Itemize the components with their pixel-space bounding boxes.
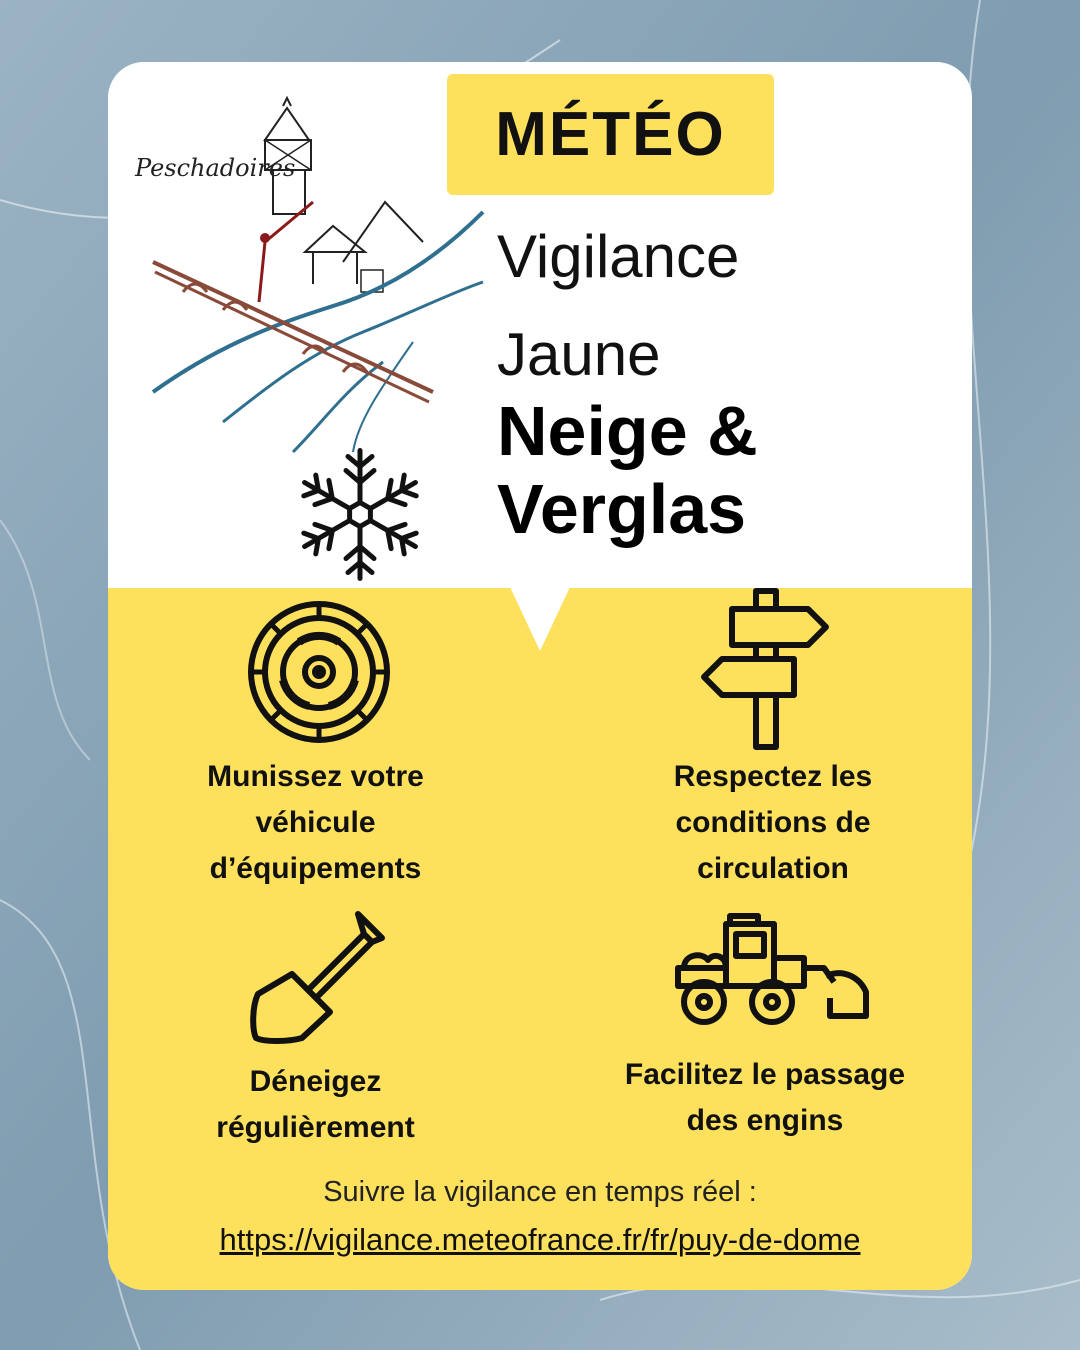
speech-notch	[510, 587, 570, 651]
title-vigilance: Vigilance	[497, 223, 740, 290]
title-verglas: Verglas	[497, 470, 747, 548]
alert-card	[108, 62, 972, 1290]
title-neige: Neige &	[497, 392, 758, 470]
village-logo	[133, 92, 493, 462]
snowflake-icon	[290, 442, 430, 587]
logo-text: Peschadoires	[135, 154, 296, 182]
tire-icon	[244, 597, 394, 747]
signpost-icon	[698, 587, 834, 751]
snowplow-icon	[674, 908, 874, 1028]
tip-circulation: Respectez les conditions de circulation	[673, 760, 873, 885]
tip-engins: Facilitez le passage des engins	[624, 1058, 906, 1137]
vigilance-link[interactable]: https://vigilance.meteofrance.fr/fr/puy-de-dome	[219, 1222, 861, 1257]
tip-equipment: Munissez votre véhicule d’équipements	[207, 760, 424, 885]
title-jaune: Jaune	[497, 321, 661, 388]
meteo-badge: MÉTÉO	[447, 74, 774, 195]
follow-text: Suivre la vigilance en temps réel :	[323, 1176, 757, 1208]
tip-deneigez: Déneigez régulièrement	[216, 1065, 415, 1144]
title-hazard	[497, 392, 937, 548]
shovel-icon	[248, 908, 388, 1048]
